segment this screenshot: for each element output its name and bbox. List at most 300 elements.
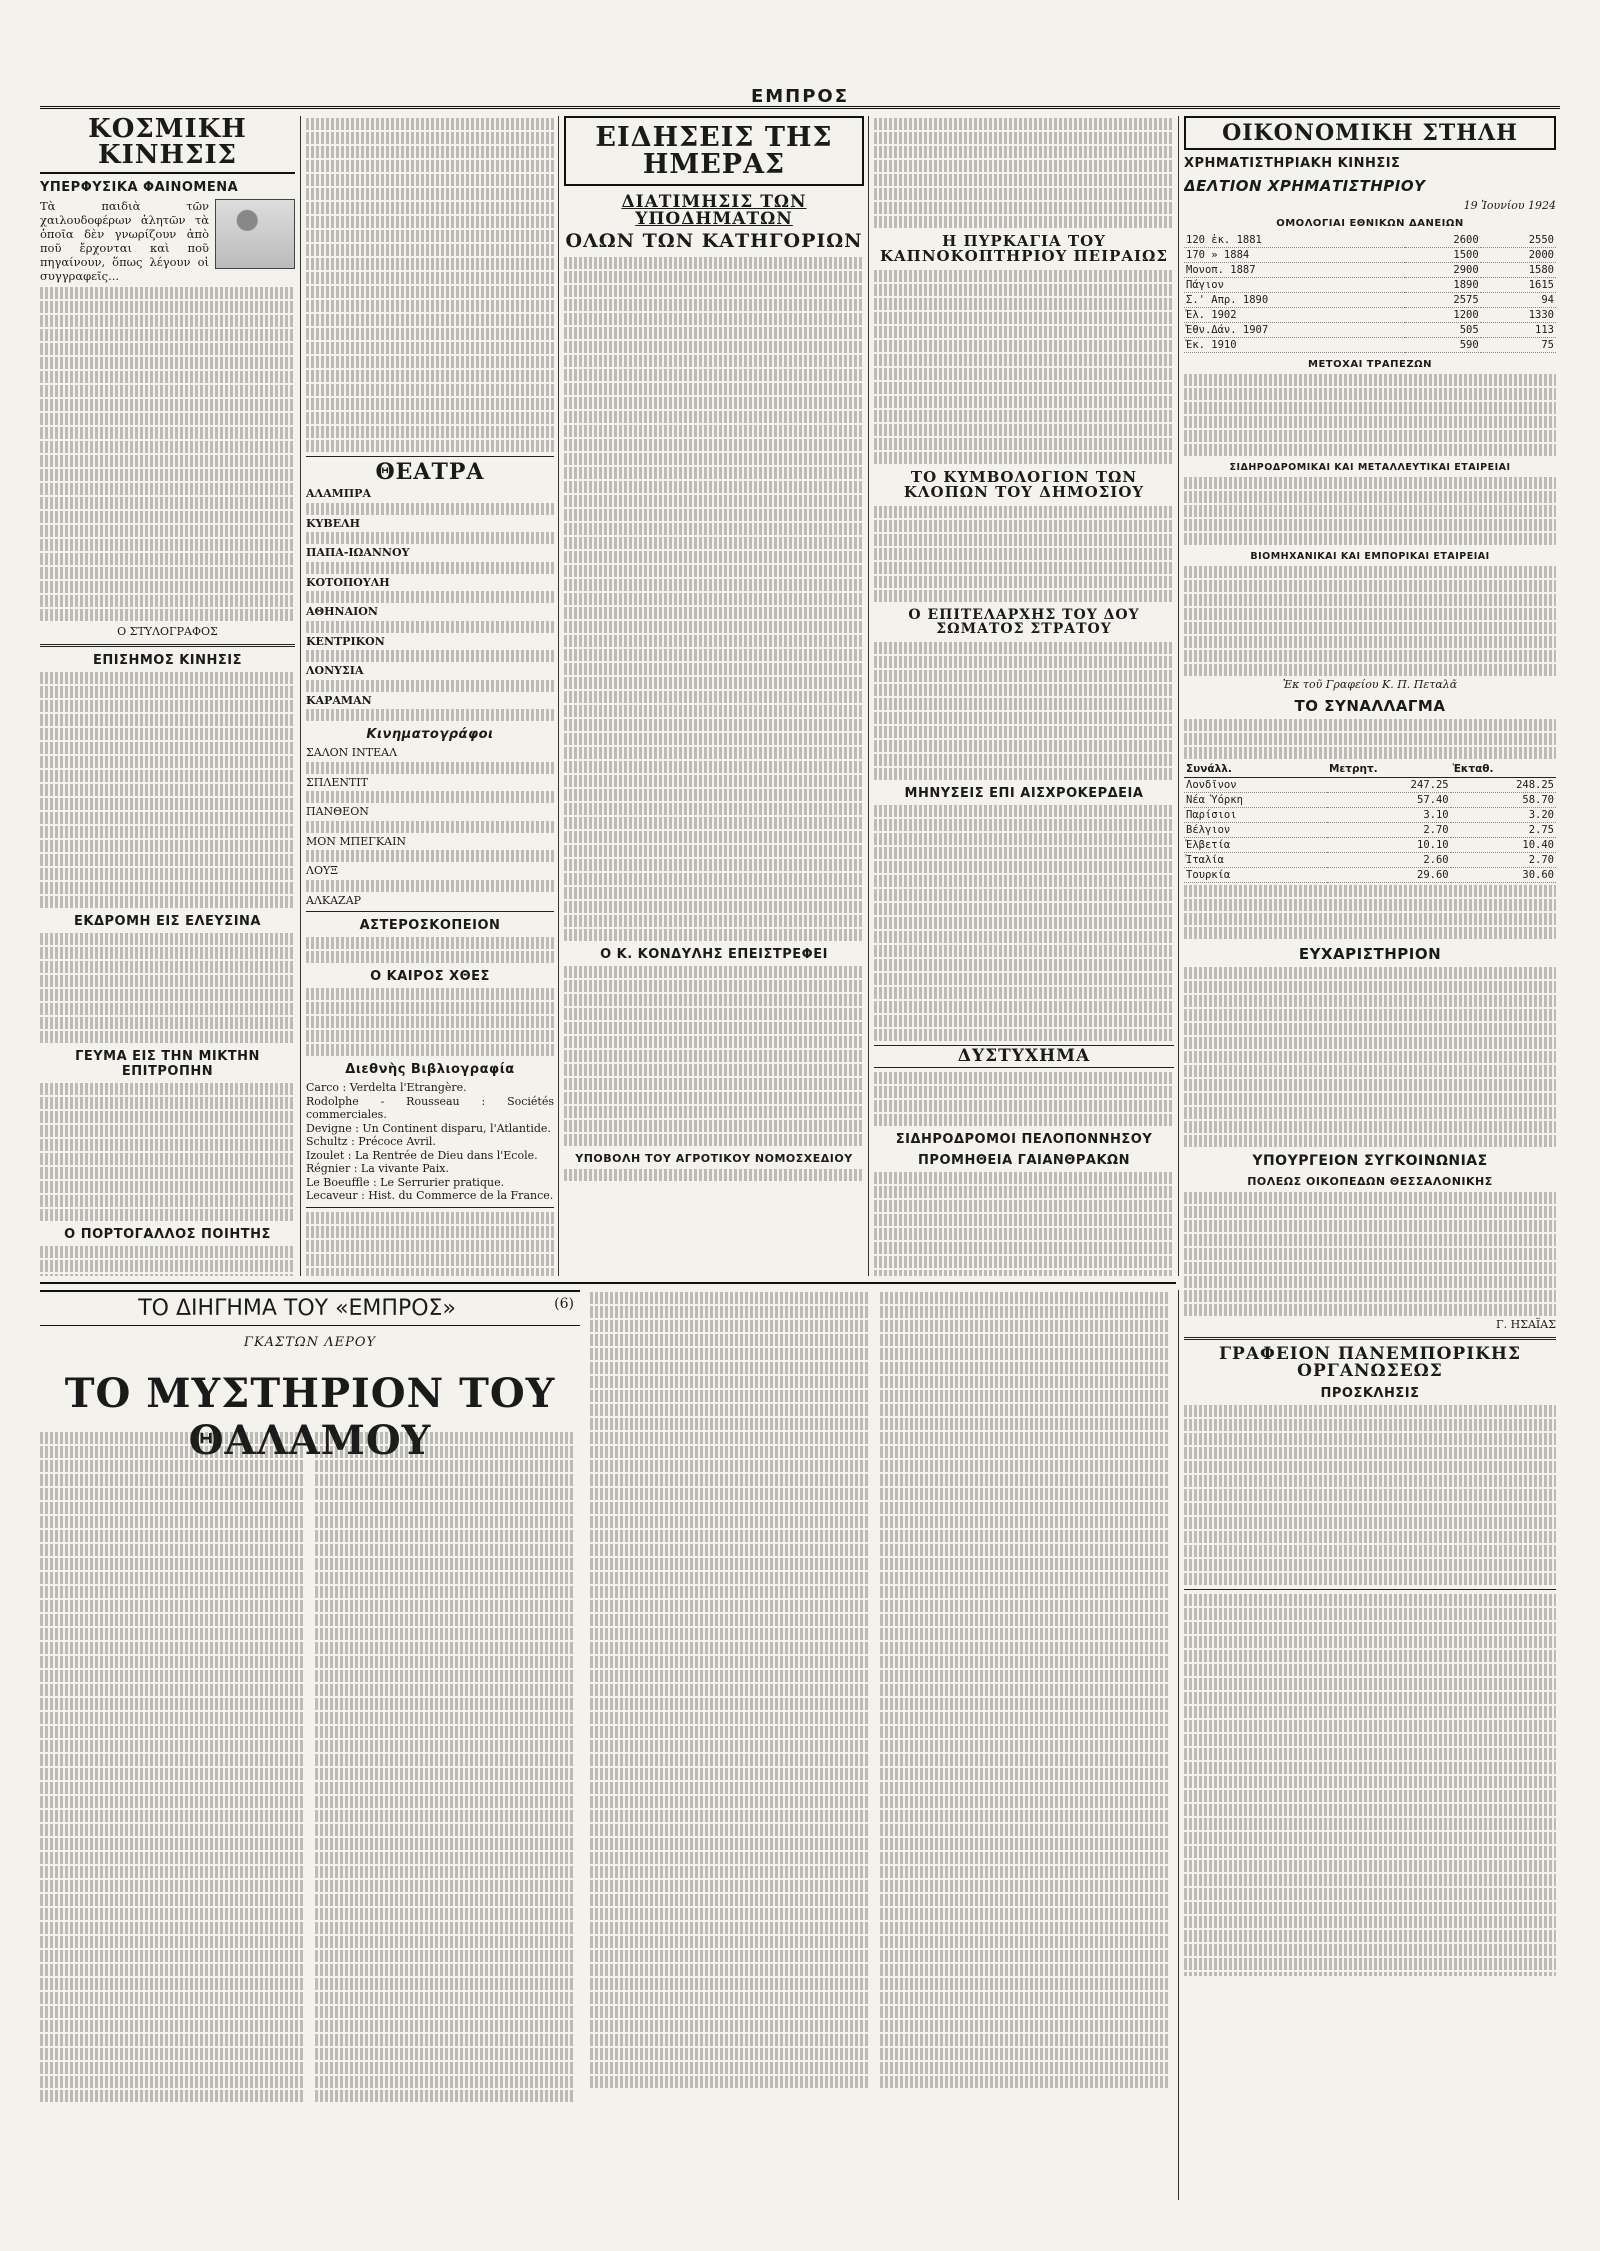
headline-deltion: ΔΕΛΤΙΟΝ ΧΡΗΜΑΤΙΣΤΗΡΙΟΥ: [1184, 177, 1426, 195]
text-line: [40, 1796, 305, 1808]
text-line: [880, 1390, 1170, 1402]
text-line: [40, 933, 295, 945]
text-line: [564, 980, 864, 992]
headline-prosklisis: ΠΡΟΣΚΛΗΣΙΣ: [1320, 1386, 1420, 1401]
text-line: [40, 1894, 305, 1906]
text-line: [40, 1642, 305, 1654]
bond-row: [1184, 293, 1556, 308]
text-line: [880, 1320, 1170, 1332]
text-line: [874, 768, 1174, 780]
text-line: [590, 1922, 870, 1934]
story-number: (6): [554, 1296, 574, 1312]
text-line: [564, 1169, 864, 1181]
text-line: [874, 396, 1174, 408]
text-line: [564, 397, 864, 409]
bond-value: 1580: [1481, 263, 1556, 278]
fx-rate: 58.70: [1451, 793, 1556, 808]
bulletin-date: 19 Ἰουνίου 1924: [1463, 199, 1556, 212]
text-line: [315, 1446, 575, 1458]
biblio-item: Lecaveur : Hist. du Commerce de la France.: [306, 1189, 554, 1202]
headline-bibliografia: Διεθνὴς Βιβλιογραφία: [345, 1062, 515, 1077]
text-line: [874, 1001, 1174, 1013]
bond-value: 2600: [1405, 233, 1480, 248]
fx-row: [1184, 823, 1556, 838]
column-divider: [300, 116, 301, 1276]
text-line: [40, 609, 295, 621]
text-line: [874, 340, 1174, 352]
headline-pyrkagia: Η ΠΥΡΚΑΓΙΑ ΤΟΥ ΚΑΠΝΟΚΟΠΤΗΡΙΟΥ ΠΕΙΡΑΙΩΣ: [879, 232, 1169, 265]
text-line: [1184, 1503, 1556, 1515]
headline-agrotiko: ΥΠΟΒΟΛΗ ΤΟΥ ΑΓΡΟΤΙΚΟΥ ΝΟΜΟΣΧΕΔΙΟΥ: [575, 1152, 853, 1165]
text-line: [1184, 1276, 1556, 1288]
text-line: [306, 880, 554, 892]
table-title-industry: ΒΙΟΜΗΧΑΝΙΚΑΙ ΚΑΙ ΕΜΠΟΡΙΚΑΙ ΕΤΑΙΡΕΙΑΙ: [1250, 551, 1490, 562]
text-line: [1184, 747, 1556, 759]
text-line: [40, 1209, 295, 1221]
text-line: [40, 1586, 305, 1598]
text-line: [306, 1268, 554, 1277]
text-line: [315, 1740, 575, 1752]
text-line: [306, 440, 554, 452]
text-line: [315, 2048, 575, 2060]
text-line: [564, 1064, 864, 1076]
text-line: [1184, 1832, 1556, 1844]
text-line: [880, 2048, 1170, 2060]
text-line: [880, 1726, 1170, 1738]
text-line: [1184, 608, 1556, 620]
text-line: [564, 369, 864, 381]
cinema-item: ΜΟΝ ΜΠΕΓΚΑΙΝ: [306, 834, 407, 848]
text-line: [880, 1964, 1170, 1976]
text-line: [590, 2076, 870, 2088]
text-line: [590, 1754, 870, 1766]
headline-eyxaristirion: ΕΥΧΑΡΙΣΤΗΡΙΟΝ: [1298, 945, 1442, 963]
text-line: [874, 202, 1174, 214]
bond-value: 113: [1481, 323, 1556, 338]
text-line: [564, 467, 864, 479]
theatre-item: ΑΛΑΜΠΡΑ: [306, 487, 371, 500]
text-line: [315, 1754, 575, 1766]
headline-epitelarxis: Ο ΕΠΙΤΕΛΑΡΧΗΣ ΤΟΥ ΔΟΥ ΣΩΜΑΤΟΣ ΣΤΡΑΤΟΥ: [908, 607, 1140, 637]
text-line: [306, 532, 554, 544]
text-line: [880, 1488, 1170, 1500]
text-line: [880, 1306, 1170, 1318]
text-line: [880, 1810, 1170, 1822]
bond-name: Σ.' Απρ. 1890: [1184, 293, 1405, 308]
text-line: [564, 817, 864, 829]
text-line: [564, 523, 864, 535]
text-line: [40, 868, 295, 880]
fx-row: [1184, 838, 1556, 853]
text-line: [880, 1712, 1170, 1724]
text-line: [590, 1992, 870, 2004]
text-line: [1184, 1559, 1556, 1571]
text-line: [1184, 416, 1556, 428]
text-line: [40, 989, 295, 1001]
text-line: [564, 775, 864, 787]
text-line: [40, 1964, 305, 1976]
bond-value: 505: [1405, 323, 1480, 338]
text-line: [564, 719, 864, 731]
text-line: [1184, 444, 1556, 456]
text-line: [874, 684, 1174, 696]
text-line: [40, 798, 295, 810]
text-line: [590, 2034, 870, 2046]
text-line: [315, 1824, 575, 1836]
fx-rate: 3.10: [1327, 808, 1451, 823]
text-line: [874, 959, 1174, 971]
text-line: [590, 1782, 870, 1794]
text-line: [590, 1712, 870, 1724]
text-line: [564, 285, 864, 297]
text-line: [1184, 402, 1556, 414]
text-line: [40, 1031, 295, 1043]
text-line: [40, 1824, 305, 1836]
text-line: [880, 1516, 1170, 1528]
text-line: [306, 160, 554, 172]
text-line: [40, 1614, 305, 1626]
story-title: ΤΟ ΜΥΣΤΗΡΙΟΝ ΤΟΥ ΘΑΛΑΜΟΥ: [64, 1370, 556, 1464]
text-line: [564, 1078, 864, 1090]
article-lead: Τὰ παιδιὰ τῶν χαιλουδοφέρων ἀλητῶν τὰ ὁποῖα δὲν γνωρίζουν ἀπὸ ποῦ ἔρχονται καὶ ποῦ πηγαίνουν, ὅπως λέγουν οἱ συγγραφεῖς...: [40, 199, 209, 283]
text-line: [590, 1306, 870, 1318]
text-line: [880, 2076, 1170, 2088]
text-line: [1184, 981, 1556, 993]
text-line: [564, 1120, 864, 1132]
fx-rate: 10.10: [1327, 838, 1451, 853]
text-line: [306, 650, 554, 662]
text-line: [880, 1642, 1170, 1654]
text-line: [874, 656, 1174, 668]
text-line: [306, 314, 554, 326]
text-line: [564, 299, 864, 311]
signature: Ο ΣΤΥΛΟΓΡΑΦΟΣ: [117, 625, 218, 638]
text-line: [874, 1200, 1174, 1212]
column-theatra: [306, 116, 554, 1276]
story-body-col3: [590, 1290, 870, 2200]
text-line: [880, 1334, 1170, 1346]
fx-row: [1184, 778, 1556, 793]
text-line: [590, 1530, 870, 1542]
headline-asteroskopeion: ΑΣΤΕΡΟΣΚΟΠΕΙΟΝ: [359, 918, 501, 933]
text-line: [315, 2090, 575, 2102]
fx-col-header: Συνάλλ.: [1184, 761, 1327, 778]
text-line: [40, 1502, 305, 1514]
text-line: [40, 1852, 305, 1864]
headline-episimos: ΕΠΙΣΗΜΟΣ ΚΙΝΗΣΙΣ: [92, 653, 243, 668]
text-line: [874, 889, 1174, 901]
text-line: [590, 1838, 870, 1850]
biblio-item: Schultz : Précoce Avril.: [306, 1135, 436, 1148]
text-line: [590, 1600, 870, 1612]
text-line: [306, 356, 554, 368]
text-line: [564, 509, 864, 521]
fx-row: [1184, 868, 1556, 883]
text-line: [40, 553, 295, 565]
text-line: [40, 714, 295, 726]
text-line: [40, 1950, 305, 1962]
section-title-oikonomiki: ΟΙΚΟΝΟΜΙΚΗ ΣΤΗΛΗ: [1184, 116, 1556, 150]
biblio-item: Carco : Verdelta l'Etrangère.: [306, 1081, 467, 1094]
text-line: [590, 1894, 870, 1906]
text-line: [315, 1908, 575, 1920]
text-line: [40, 1698, 305, 1710]
text-line: [590, 1390, 870, 1402]
text-line: [564, 649, 864, 661]
fx-col-header: Ἐκταθ.: [1451, 761, 1556, 778]
fx-col-header: Μετρητ.: [1327, 761, 1451, 778]
headline-synallagma: ΤΟ ΣΥΝΑΛΛΑΓΜΑ: [1294, 697, 1446, 715]
text-line: [590, 1432, 870, 1444]
text-line: [40, 595, 295, 607]
text-line: [590, 1446, 870, 1458]
text-line: [874, 1186, 1174, 1198]
text-line: [590, 1362, 870, 1374]
text-line: [1184, 1622, 1556, 1634]
text-line: [1184, 430, 1556, 442]
text-line: [40, 399, 295, 411]
text-line: [40, 1530, 305, 1542]
text-line: [564, 271, 864, 283]
column-divider: [868, 116, 869, 1276]
text-line: [880, 1782, 1170, 1794]
table-title-railways: ΣΙΔΗΡΟΔΡΟΜΙΚΑΙ ΚΑΙ ΜΕΤΑΛΛΕΥΤΙΚΑΙ ΕΤΑΙΡΕΙΑΙ: [1229, 462, 1511, 473]
text-line: [40, 1740, 305, 1752]
text-line: [40, 483, 295, 495]
text-line: [40, 686, 295, 698]
text-line: [315, 1782, 575, 1794]
text-line: [880, 1698, 1170, 1710]
text-line: [590, 1810, 870, 1822]
text-line: [40, 896, 295, 908]
text-line: [564, 593, 864, 605]
text-line: [874, 847, 1174, 859]
text-line: [880, 1880, 1170, 1892]
text-line: [40, 1992, 305, 2004]
text-line: [40, 357, 295, 369]
text-line: [1184, 1972, 1556, 1976]
text-line: [880, 1446, 1170, 1458]
text-line: [564, 327, 864, 339]
text-line: [1184, 913, 1556, 925]
theatre-item: ΛΟΝΥΣΙΑ: [306, 664, 364, 677]
text-line: [1184, 1636, 1556, 1648]
text-line: [564, 733, 864, 745]
text-line: [40, 1274, 295, 1276]
text-line: [1184, 374, 1556, 386]
text-line: [1184, 1192, 1556, 1204]
text-line: [1184, 1650, 1556, 1662]
bond-value: 1200: [1405, 308, 1480, 323]
article-illustration: [215, 199, 295, 269]
text-line: [1184, 1079, 1556, 1091]
text-line: [590, 1460, 870, 1472]
text-line: [315, 1474, 575, 1486]
text-line: [40, 975, 295, 987]
text-line: [306, 132, 554, 144]
text-line: [564, 789, 864, 801]
text-line: [880, 1474, 1170, 1486]
text-line: [1184, 566, 1556, 578]
text-line: [315, 1572, 575, 1584]
text-line: [315, 1768, 575, 1780]
text-line: [880, 1530, 1170, 1542]
text-line: [590, 1698, 870, 1710]
text-line: [40, 427, 295, 439]
text-line: [564, 1092, 864, 1104]
text-line: [40, 1782, 305, 1794]
text-line: [564, 1106, 864, 1118]
fx-row: [1184, 808, 1556, 823]
text-line: [874, 1100, 1174, 1112]
text-line: [40, 1083, 295, 1095]
text-line: [564, 341, 864, 353]
text-line: [40, 1260, 295, 1272]
text-line: [1184, 1678, 1556, 1690]
text-line: [880, 2034, 1170, 2046]
text-line: [40, 1460, 305, 1472]
text-line: [874, 312, 1174, 324]
text-line: [564, 439, 864, 451]
text-line: [1184, 1248, 1556, 1260]
text-line: [880, 1432, 1170, 1444]
text-line: [315, 1488, 575, 1500]
bond-name: Μονοπ. 1887: [1184, 263, 1405, 278]
bond-value: 1500: [1405, 248, 1480, 263]
text-line: [306, 821, 554, 833]
text-line: [1184, 1804, 1556, 1816]
text-line: [1184, 1916, 1556, 1928]
text-line: [880, 1572, 1170, 1584]
cinema-item: ΣΑΛΟΝ ΙΝΤΕΑΛ: [306, 746, 398, 759]
text-line: [40, 2090, 305, 2102]
text-line: [306, 370, 554, 382]
headline-geyma: ΓΕΥΜΑ ΕΙΣ ΤΗΝ ΜΙΚΤΗΝ ΕΠΙΤΡΟΠΗΝ: [75, 1049, 260, 1079]
text-line: [306, 562, 554, 574]
bond-value: 2550: [1481, 233, 1556, 248]
text-line: [306, 300, 554, 312]
text-line: [40, 1600, 305, 1612]
text-line: [40, 1726, 305, 1738]
text-line: [1184, 1262, 1556, 1274]
fx-row: [1184, 793, 1556, 808]
text-line: [590, 1768, 870, 1780]
text-line: [590, 1628, 870, 1640]
text-line: [1184, 967, 1556, 979]
text-line: [40, 882, 295, 894]
text-line: [874, 216, 1174, 228]
text-line: [880, 1796, 1170, 1808]
text-line: [1184, 477, 1556, 489]
text-line: [1184, 1419, 1556, 1431]
text-line: [564, 705, 864, 717]
text-line: [880, 1656, 1170, 1668]
text-line: [315, 1530, 575, 1542]
fx-rate: 10.40: [1451, 838, 1556, 853]
text-line: [564, 887, 864, 899]
bond-value: 1615: [1481, 278, 1556, 293]
text-line: [564, 1134, 864, 1146]
text-line: [315, 1460, 575, 1472]
bond-name: Ἑκ. 1910: [1184, 338, 1405, 353]
biblio-item: Rodolphe - Rousseau : Sociétés commerciales.: [306, 1094, 554, 1121]
text-line: [874, 132, 1174, 144]
text-line: [315, 1796, 575, 1808]
text-line: [874, 118, 1174, 130]
text-line: [564, 565, 864, 577]
text-line: [306, 937, 554, 949]
fx-rate: 30.60: [1451, 868, 1556, 883]
text-line: [880, 1922, 1170, 1934]
theatre-item: ΚΕΝΤΡΙΚΟΝ: [306, 634, 385, 648]
text-line: [880, 1544, 1170, 1556]
text-line: [590, 1936, 870, 1948]
text-line: [306, 286, 554, 298]
text-line: [1184, 650, 1556, 662]
text-line: [874, 548, 1174, 560]
text-line: [590, 1558, 870, 1570]
text-line: [306, 398, 554, 410]
text-line: [1184, 1818, 1556, 1830]
fx-city: Λονδῖνον: [1184, 778, 1327, 793]
text-line: [315, 1600, 575, 1612]
text-line: [1184, 1290, 1556, 1302]
text-line: [306, 1044, 554, 1056]
text-line: [40, 329, 295, 341]
column-divider: [1178, 116, 1179, 1276]
headline-ekdromi: ΕΚΔΡΟΜΗ ΕΙΣ ΕΛΕΥΣΙΝΑ: [74, 914, 261, 929]
fx-rate: 248.25: [1451, 778, 1556, 793]
text-line: [40, 1167, 295, 1179]
text-line: [315, 1964, 575, 1976]
text-line: [874, 698, 1174, 710]
headline-theatra: ΘΕΑΤΡΑ: [375, 459, 485, 485]
theatre-item: ΚΥΒΕΛΗ: [306, 516, 361, 530]
text-line: [40, 1139, 295, 1151]
text-line: [874, 875, 1174, 887]
text-line: [880, 1502, 1170, 1514]
text-line: [306, 709, 554, 721]
text-line: [874, 712, 1174, 724]
text-line: [874, 1214, 1174, 1226]
text-line: [1184, 1220, 1556, 1232]
text-line: [590, 1376, 870, 1388]
text-line: [1184, 1573, 1556, 1585]
text-line: [590, 1502, 870, 1514]
text-line: [1184, 995, 1556, 1007]
headline-kategorion: ΟΛΩΝ ΤΩΝ ΚΑΤΗΓΟΡΙΩΝ: [565, 230, 863, 252]
text-line: [874, 917, 1174, 929]
text-line: [874, 931, 1174, 943]
text-line: [40, 539, 295, 551]
masthead-rule: [40, 106, 1560, 109]
text-line: [40, 1003, 295, 1015]
text-line: [564, 537, 864, 549]
text-line: [315, 1922, 575, 1934]
column-pyrkagia: [874, 116, 1174, 1276]
text-line: [1184, 899, 1556, 911]
text-line: [40, 947, 295, 959]
bond-value: 1890: [1405, 278, 1480, 293]
text-line: [315, 1670, 575, 1682]
text-line: [40, 1432, 305, 1444]
text-line: [40, 455, 295, 467]
text-line: [1184, 1664, 1556, 1676]
bond-row: [1184, 263, 1556, 278]
table-title-bonds: ΟΜΟΛΟΓΙΑΙ ΕΘΝΙΚΩΝ ΔΑΝΕΙΩΝ: [1276, 218, 1464, 229]
text-line: [315, 1936, 575, 1948]
text-line: [1184, 1930, 1556, 1942]
